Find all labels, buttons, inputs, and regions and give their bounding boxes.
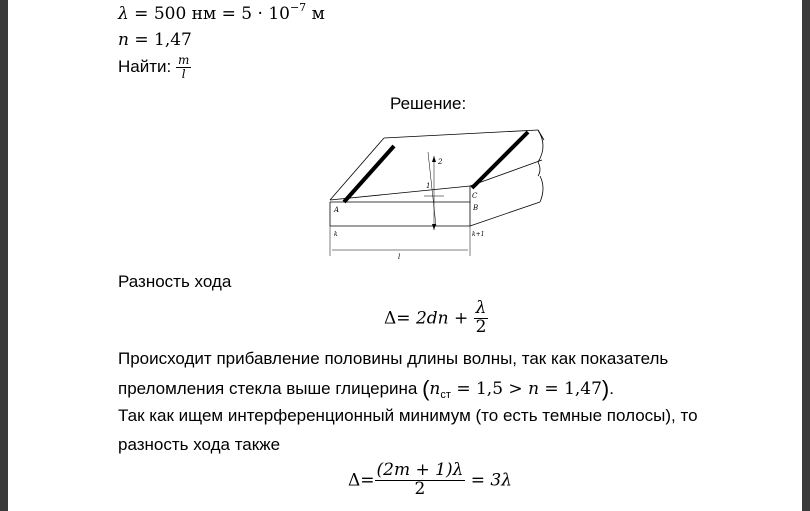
- solution-heading: Решение:: [390, 94, 467, 113]
- n-expression: = 1,47: [128, 30, 192, 50]
- formula2-denominator: 2: [414, 478, 426, 499]
- label-A: A: [334, 206, 340, 214]
- plate-top-back-edge: [384, 130, 538, 138]
- label-k: k: [334, 231, 338, 238]
- find-line: [118, 54, 191, 80]
- paragraph2-line1: Так как ищем интерференционный минимум (то есть темные полосы), то: [118, 406, 698, 425]
- wedge-diagram: [312, 126, 552, 266]
- lambda-unit: м: [306, 4, 325, 24]
- label-B: B: [473, 204, 479, 212]
- paragraph1-text: преломления стекла выше глицерина: [118, 379, 423, 398]
- formula1-denominator: 2: [475, 316, 487, 337]
- find-fraction: [176, 54, 191, 80]
- lambda-expression: = 500 нм = 5 · 10: [128, 4, 290, 24]
- find-denominator: l: [181, 66, 186, 81]
- dark-fringe-right: [472, 132, 528, 188]
- paragraph2-line2: разность хода также: [118, 435, 281, 454]
- path-difference-label: Разность хода: [118, 272, 232, 291]
- find-numerator: m: [177, 53, 190, 67]
- formula2-numerator: (2m + 1)λ: [376, 460, 464, 480]
- bottom-plate-right-bottom: [470, 202, 540, 226]
- formula2-rhs: = 3λ: [465, 470, 513, 491]
- paragraph1-end: .: [609, 379, 614, 398]
- label-ray1: 1: [426, 182, 431, 190]
- label-l: l: [398, 253, 401, 261]
- formula-2: [348, 462, 512, 499]
- formula1-numerator: λ: [474, 300, 489, 319]
- given-lambda: [118, 1, 325, 24]
- n-glass-symbol: n: [429, 379, 441, 399]
- given-n: [118, 30, 192, 50]
- plate-right-top-edge: [470, 160, 542, 186]
- document-page: [8, 0, 802, 511]
- find-label: Найти:: [118, 57, 172, 77]
- formula1-fraction: [474, 300, 489, 337]
- arrow-up: [432, 156, 436, 162]
- bottom-break-line: [540, 176, 543, 202]
- label-k-plus-1: k+1: [472, 231, 485, 238]
- formula1-expr: 2dn +: [415, 308, 474, 329]
- n-glass-relation: = 1,5 >: [450, 379, 529, 399]
- lambda-symbol: λ: [118, 4, 129, 24]
- dark-fringe-left: [344, 146, 394, 202]
- paragraph1-line1: Происходит прибавление половины длины волны, так как показатель: [118, 349, 669, 368]
- arrow-down: [432, 224, 436, 230]
- formula-1: [384, 300, 488, 337]
- formula2-lhs: Δ=: [348, 470, 375, 491]
- formula1-lhs: Δ=: [384, 308, 416, 329]
- lambda-exponent: −7: [289, 1, 307, 14]
- formula2-fraction: [375, 462, 466, 499]
- n-glycerin-symbol: n: [528, 379, 540, 399]
- label-ray2: 2: [438, 158, 443, 166]
- n-symbol: n: [118, 30, 129, 50]
- n-glass-subscript: ст: [440, 389, 451, 401]
- paragraph1-line2: преломления стекла выше глицерина $(n_{ст} = 1,5 > n = 1,47)$.: [118, 376, 614, 401]
- n-glycerin-value: = 1,47: [539, 379, 602, 399]
- label-C: C: [472, 192, 478, 200]
